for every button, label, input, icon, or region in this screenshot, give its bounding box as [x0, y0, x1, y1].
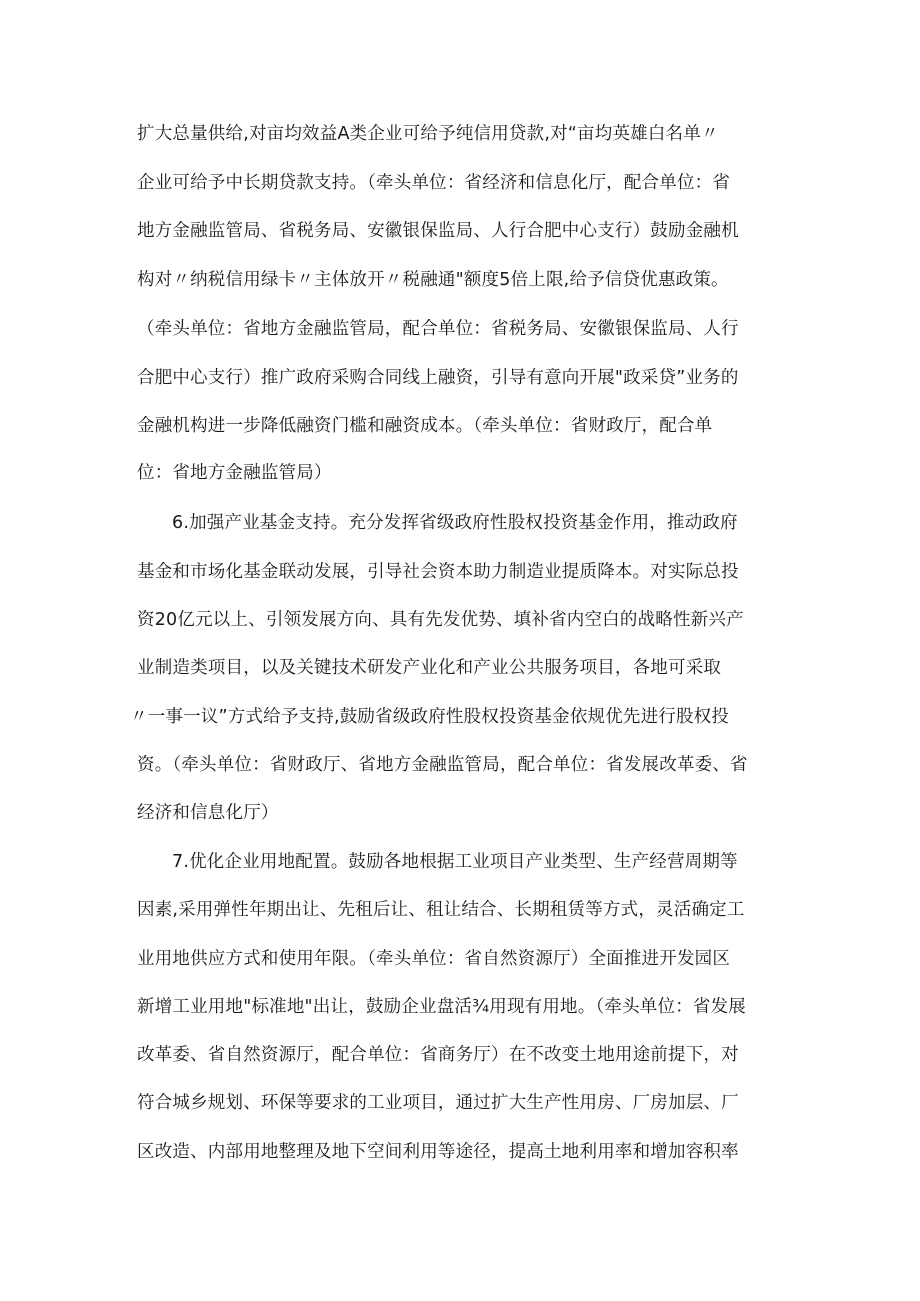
- text-line: 扩大总量供给,对亩均效益A类企业可给予纯信用贷款,对“亩均英雄白名单〃: [137, 124, 719, 144]
- text-line: 金融机构进一步降低融资门槛和融资成本。（牵头单位：省财政厅，配合单: [137, 416, 713, 436]
- text-line: 位：省地方金融监管局）: [137, 463, 332, 483]
- text-line: 地方金融监管局、省税务局、安徽银保监局、人行合肥中心支行）鼓励金融机: [137, 221, 739, 241]
- text-line: 资。（牵头单位：省财政厅、省地方金融监管局，配合单位：省发展改革委、省: [137, 755, 748, 775]
- text-line: 基金和市场化基金联动发展，引导社会资本助力制造业提质降本。对实际总投: [137, 562, 739, 582]
- text-line: 区改造、内部用地整理及地下空间利用等途径，提高土地利用率和增加容积率: [137, 1142, 739, 1162]
- text-line: 构对〃纳税信用绿卡〃主体放开〃税融通"额度5倍上限,给予信贷优惠政策。: [137, 270, 729, 290]
- text-line: 企业可给予中长期贷款支持。（牵头单位：省经济和信息化厅，配合单位：省: [137, 173, 731, 193]
- text-line: 经济和信息化厅）: [137, 803, 279, 823]
- text-line: 业用地供应方式和使用年限。（牵头单位：省自然资源厅）全面推进开发园区: [137, 949, 731, 969]
- text-line: 改革委、省自然资源厅，配合单位：省商务厅）在不改变土地用途前提下，对: [137, 1045, 739, 1065]
- text-line: 符合城乡规划、环保等要求的工业项目，通过扩大生产性用房、厂房加层、厂: [137, 1093, 739, 1113]
- text-line: 〃一事一议”方式给予支持,鼓励省级政府性股权投资基金依规优先进行股权投: [130, 707, 730, 727]
- text-line: 新增工业用地"标准地"出让，鼓励企业盘活¾用现有用地。（牵头单位：省发展: [137, 997, 747, 1017]
- text-line: 资20亿元以上、引领发展方向、具有先发优势、填补省内空白的战略性新兴产: [137, 610, 744, 630]
- paragraph-heading: 6.加强产业基金支持。充分发挥省级政府性股权投资基金作用，推动政府: [172, 513, 738, 533]
- text-line: 业制造类项目，以及关键技术研发产业化和产业公共服务项目，各地可采取: [137, 658, 722, 678]
- text-line: 因素,采用弹性年期出让、先租后让、租让结合、长期租赁等方式，灵活确定工: [137, 900, 745, 920]
- text-line: 合肥中心支行）推广政府采购合同线上融资，引导有意向开展"政采贷”业务的: [137, 368, 739, 388]
- text-line: （牵头单位：省地方金融监管局，配合单位：省税务局、安徽银保监局、人行: [137, 319, 739, 339]
- paragraph-heading: 7.优化企业用地配置。鼓励各地根据工业项目产业类型、生产经营周期等: [172, 852, 738, 872]
